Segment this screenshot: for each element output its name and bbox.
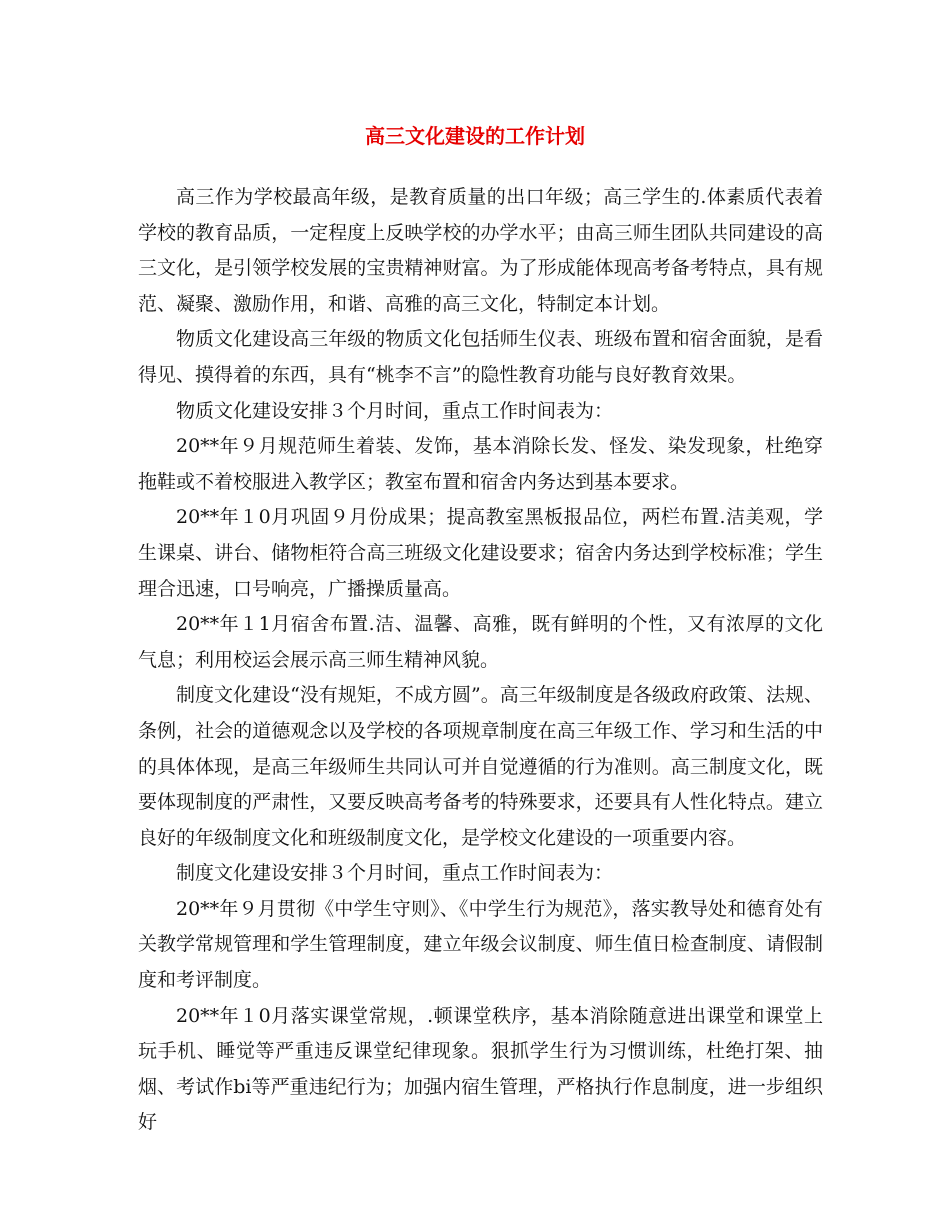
paragraph-intro: 高三作为学校最高年级，是教育质量的出口年级；高三学生的.体素质代表着学校的教育品质，一定程度上反映学校的办学水平；由高三师生团队共同建设的高三文化，是引领学校发展的宝贵精神财富。为了形成能体现高考备考特点，具有规范、凝聚、激励作用，和谐、高雅的高三文化，特制定本计划。: [138, 186, 823, 315]
document-body: [138, 180, 823, 1141]
paragraph-system-schedule: 制度文化建设安排３个月时间，重点工作时间表为：: [176, 862, 614, 885]
paragraph-material-culture: 物质文化建设高三年级的物质文化包括师生仪表、班级布置和宿舍面貌，是看得见、摸得着的东西，具有“桃李不言”的隐性教育功能与良好教育效果。: [138, 328, 823, 386]
paragraph-system-october: 20**年１0月落实课堂常规，.顿课堂秩序，基本消除随意进出课堂和课堂上玩手机、睡觉等严重违反课堂纪律现象。狠抓学生行为习惯训练，杜绝打架、抽烟、考试作bi等严重违纪行为；加强内宿生管理，严格执行作息制度，进一步组织好: [138, 1004, 823, 1134]
paragraph-system-september: 20**年９月贯彻《中学生守则》、《中学生行为规范》，落实教导处和德育处有关教学常规管理和学生管理制度，建立年级会议制度、师生值日检查制度、请假制度和考评制度。: [138, 897, 823, 992]
paragraph-material-september: 20**年９月规范师生着装、发饰，基本消除长发、怪发、染发现象，杜绝穿拖鞋或不着校服进入教学区；教室布置和宿舍内务达到基本要求。: [138, 435, 823, 493]
paragraph-system-culture: 制度文化建设“没有规矩，不成方圆”。高三年级制度是各级政府政策、法规、条例，社会的道德观念以及学校的各项规章制度在高三年级工作、学习和生活的中的具体体现，是高三年级师生共同认可并自觉遵循的行为准则。高三制度文化，既要体现制度的严肃性，又要反映高考备考的特殊要求，还要具有人性化特点。建立良好的年级制度文化和班级制度文化，是学校文化建设的一项重要内容。: [138, 684, 823, 849]
paragraph-material-october: 20**年１0月巩固９月份成果；提高教室黑板报品位，两栏布置.洁美观，学生课桌、讲台、储物柜符合高三班级文化建设要求；宿舍内务达到学校标准；学生理合迅速，口号响亮，广播操质量高。: [138, 506, 823, 600]
paragraph-material-schedule: 物质文化建设安排３个月时间，重点工作时间表为：: [176, 399, 614, 422]
document-title: 高三文化建设的工作计划: [365, 124, 585, 148]
paragraph-material-november: 20**年１1月宿舍布置.洁、温馨、高雅，既有鲜明的个性，又有浓厚的文化气息；利用校运会展示高三师生精神风貌。: [138, 613, 823, 671]
